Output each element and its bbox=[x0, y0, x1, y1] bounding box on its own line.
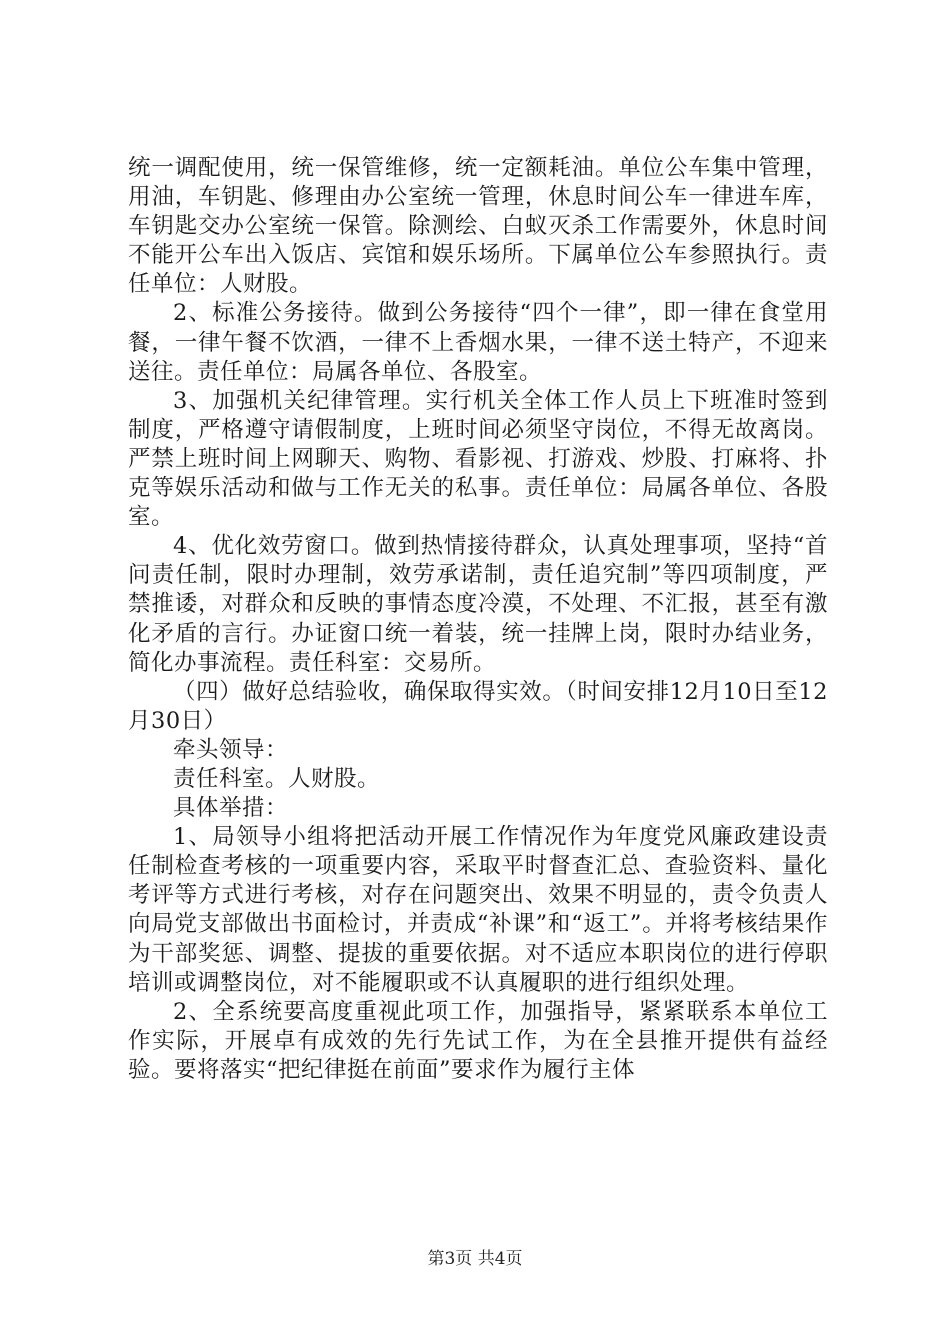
page-number-label: 第3页 共4页 bbox=[427, 1249, 523, 1269]
paragraph-1: 统一调配使用，统一保管维修，统一定额耗油。单位公车集中管理，用油，车钥匙、修理由办公室统一管理，休息时间公车一律进车库，车钥匙交办公室统一保管。除测绘、白蚁灭杀工作需要外，休息时间不能开公车出入饭店、宾馆和娱乐场所。下属单位公车参照执行。责任单位：人财股。 bbox=[128, 155, 828, 298]
paragraph-9: 1、局领导小组将把活动开展工作情况作为年度党风廉政建设责任制检查考核的一项重要内容，采取平时督查汇总、查验资料、量化考评等方式进行考核，对存在问题突出、效果不明显的，责令负责人向局党支部做出书面检讨，并责成“补课”和“返工”。并将考核结果作为干部奖惩、调整、提拔的重要依据。对不适应本职岗位的进行停职培训或调整岗位，对不能履职或不认真履职的进行组织处理。 bbox=[128, 824, 828, 996]
paragraph-4: 4、优化效劳窗口。做到热情接待群众，认真处理事项，坚持“首问责任制，限时办理制，效劳承诺制，责任追究制”等四项制度，严禁推诿，对群众和反映的事情态度冷漠，不处理、不汇报，甚至有激化矛盾的言行。办证窗口统一着装，统一挂牌上岗，限时办结业务，简化办事流程。责任科室：交易所。 bbox=[128, 533, 828, 676]
page-footer bbox=[0, 1244, 950, 1269]
paragraph-10: 2、全系统要高度重视此项工作，加强指导，紧紧联系本单位工作实际，开展卓有成效的先行先试工作，为在全县推开提供有益经验。要将落实“把纪律挺在前面”要求作为履行主体 bbox=[128, 998, 828, 1083]
paragraph-3: 3、加强机关纪律管理。实行机关全体工作人员上下班准时签到制度，严格遵守请假制度，上班时间必须坚守岗位，不得无故离岗。严禁上班时间上网聊天、购物、看影视、打游戏、炒股、打麻将、扑克等娱乐活动和做与工作无关的私事。责任单位：局属各单位、各股室。 bbox=[128, 387, 828, 531]
paragraph-6: 牵头领导： bbox=[173, 736, 289, 763]
document-body bbox=[128, 154, 828, 1085]
paragraph-5: （四）做好总结验收，确保取得实效。（时间安排12月10日至12月30日） bbox=[128, 678, 828, 734]
paragraph-8: 具体举措： bbox=[173, 795, 289, 822]
paragraph-7: 责任科室。人财股。 bbox=[173, 765, 381, 792]
paragraph-2: 2、标准公务接待。做到公务接待“四个一律”，即一律在食堂用餐，一律午餐不饮酒，一律不上香烟水果，一律不送土特产，不迎来送往。责任单位：局属各单位、各股室。 bbox=[128, 300, 828, 385]
